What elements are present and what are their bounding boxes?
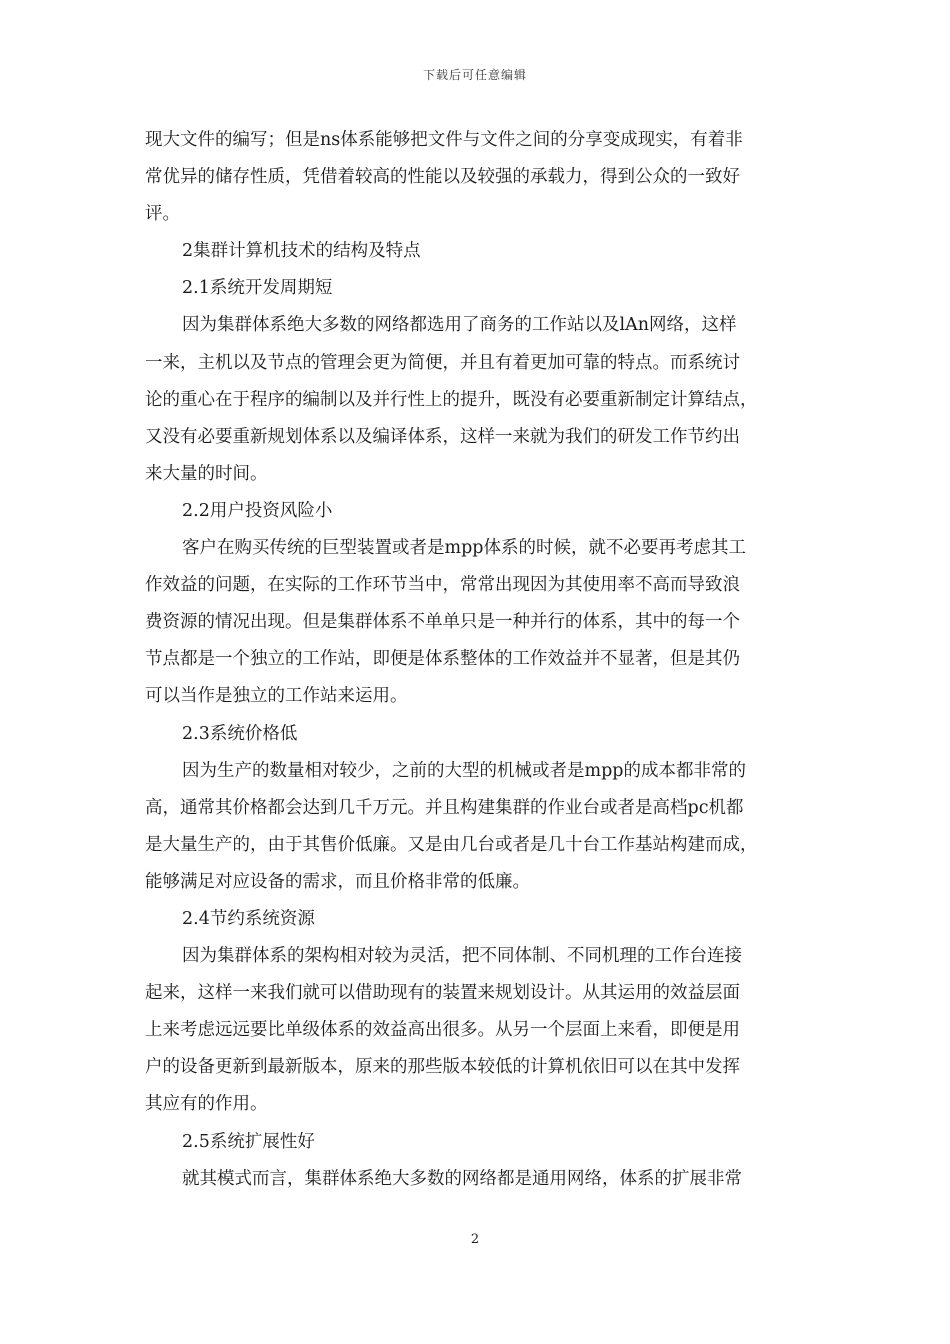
paragraph-line-start: 2.1系统开发周期短: [182, 278, 333, 299]
paragraph-line: 能够满足对应设备的需求，而且价格非常的低廉。: [145, 871, 530, 892]
paragraph-line: 又没有必要重新规划体系以及编译体系，这样一来就为我们的研发工作节约出: [145, 426, 740, 447]
paragraph-line-start: 因为集群体系的架构相对较为灵活，把不同体制、不同机理的工作台连接: [182, 946, 742, 967]
paragraph-line: 一来，主机以及节点的管理会更为简便，并且有着更加可靠的特点。而系统讨: [145, 352, 740, 373]
paragraph-line: 现大文件的编写；但是ns体系能够把文件与文件之间的分享变成现实，有着非: [145, 130, 743, 150]
paragraph-line: 是大量生产的，由于其售价低廉。又是由几台或者是几十台工作基站构建而成，: [145, 834, 758, 855]
page-header: 下载后可任意编辑: [422, 68, 527, 82]
paragraph-line-start: 客户在购买传统的巨型装置或者是mpp体系的时候，就不必要再考虑其工: [182, 538, 746, 559]
paragraph-line-start: 2集群计算机技术的结构及特点: [182, 241, 421, 262]
paragraph-line: 户的设备更新到最新版本，原来的那些版本较低的计算机依旧可以在其中发挥: [145, 1057, 740, 1078]
paragraph-line-start: 2.2用户投资风险小: [182, 500, 333, 521]
paragraph-line: 上来考虑远远要比单级体系的效益高出很多。从另一个层面上来看，即便是用: [145, 1020, 740, 1041]
paragraph-line: 费资源的情况出现。但是集群体系不单单只是一种并行的体系，其中的每一个: [145, 612, 740, 633]
document-body: [145, 122, 815, 1198]
paragraph-line-start: 2.5系统扩展性好: [182, 1131, 315, 1152]
page-number: 2: [470, 1232, 480, 1247]
paragraph-line: 高，通常其价格都会达到几千万元。并且构建集群的作业台或者是高档pc机都: [145, 797, 744, 818]
paragraph-line-start: 2.3系统价格低: [182, 723, 298, 744]
paragraph-line-start: 因为生产的数量相对较少，之前的大型的机械或者是mpp的成本都非常的: [182, 760, 746, 781]
paragraph-line: 其应有的作用。: [145, 1094, 268, 1115]
paragraph-line-start: 因为集群体系绝大多数的网络都选用了商务的工作站以及lAn网络，这样: [182, 315, 737, 336]
paragraph-line: 来大量的时间。: [145, 463, 268, 484]
paragraph-line: 节点都是一个独立的工作站，即便是体系整体的工作效益并不显著，但是其仍: [145, 649, 740, 670]
paragraph-line: 作效益的问题，在实际的工作环节当中，常常出现因为其使用率不高而导致浪: [145, 575, 740, 596]
paragraph-line: 评。: [145, 204, 180, 225]
paragraph-line-start: 2.4节约系统资源: [182, 908, 315, 929]
paragraph-line: 起来，这样一来我们就可以借助现有的装置来规划设计。从其运用的效益层面: [145, 983, 740, 1004]
paragraph-line: 可以当作是独立的工作站来运用。: [145, 686, 408, 707]
paragraph-line: 常优异的储存性质，凭借着较高的性能以及较强的承载力，得到公众的一致好: [145, 167, 740, 188]
paragraph-line-start: 就其模式而言，集群体系绝大多数的网络都是通用网络，体系的扩展非常: [182, 1168, 742, 1189]
paragraph-line: 论的重心在于程序的编制以及并行性上的提升，既没有必要重新制定计算结点，: [145, 389, 758, 410]
